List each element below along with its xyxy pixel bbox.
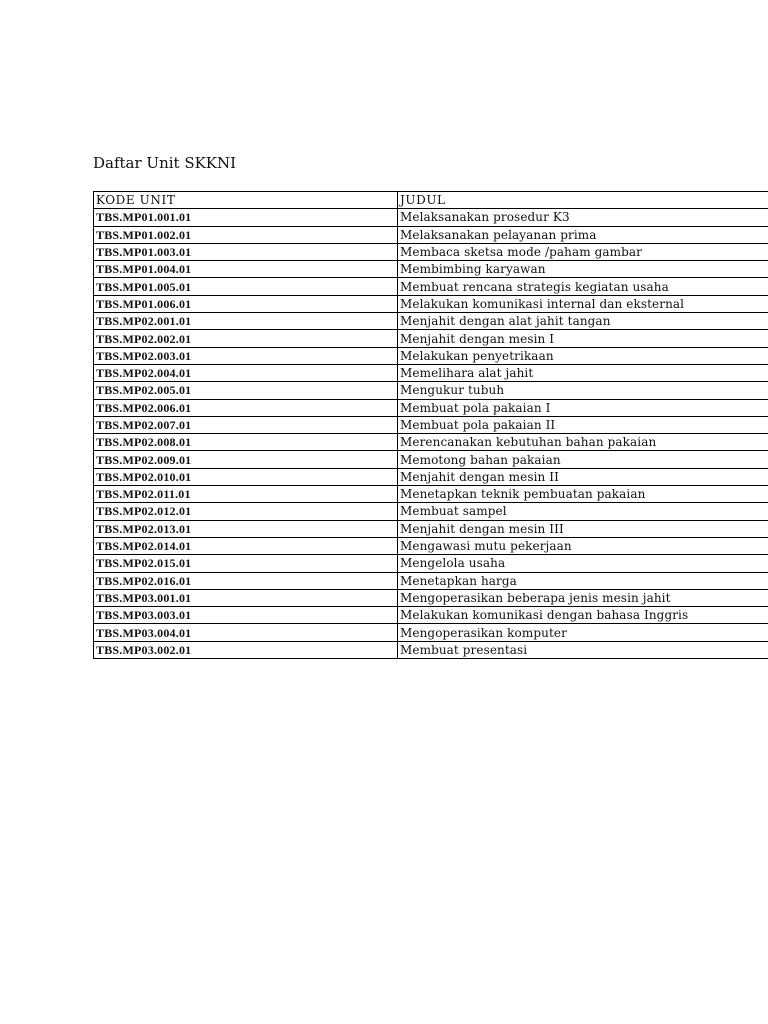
kode-unit-cell: TBS.MP02.012.01	[94, 503, 398, 520]
kode-unit-cell: TBS.MP02.013.01	[94, 520, 398, 537]
kode-unit-cell: TBS.MP02.006.01	[94, 399, 398, 416]
table-row	[94, 434, 768, 451]
table-row	[94, 330, 768, 347]
kode-unit-cell: TBS.MP01.003.01	[94, 243, 398, 260]
judul-cell: Mengoperasikan komputer	[398, 624, 768, 641]
unit-table	[93, 191, 768, 659]
table-row	[94, 641, 768, 658]
kode-unit-cell: TBS.MP02.009.01	[94, 451, 398, 468]
judul-cell: Membaca sketsa mode /paham gambar	[398, 243, 768, 260]
table-row	[94, 226, 768, 243]
kode-unit-cell: TBS.MP02.016.01	[94, 572, 398, 589]
judul-cell: Membuat pola pakaian II	[398, 416, 768, 433]
kode-unit-cell: TBS.MP01.005.01	[94, 278, 398, 295]
kode-unit-cell: TBS.MP01.001.01	[94, 209, 398, 226]
table-row	[94, 416, 768, 433]
judul-cell: Membuat presentasi	[398, 641, 768, 658]
kode-unit-cell: TBS.MP02.003.01	[94, 347, 398, 364]
kode-unit-cell: TBS.MP02.011.01	[94, 486, 398, 503]
kode-unit-cell: TBS.MP01.004.01	[94, 261, 398, 278]
judul-cell: Melakukan komunikasi dengan bahasa Inggris	[398, 607, 768, 624]
kode-unit-cell: TBS.MP03.002.01	[94, 641, 398, 658]
table-row	[94, 520, 768, 537]
table-row	[94, 209, 768, 226]
judul-cell: Menjahit dengan alat jahit tangan	[398, 313, 768, 330]
table-row	[94, 382, 768, 399]
kode-unit-cell: TBS.MP03.004.01	[94, 624, 398, 641]
table-row	[94, 537, 768, 554]
header-judul: JUDUL	[398, 192, 768, 209]
judul-cell: Membuat rencana strategis kegiatan usaha	[398, 278, 768, 295]
table-row	[94, 468, 768, 485]
judul-cell: Merencanakan kebutuhan bahan pakaian	[398, 434, 768, 451]
table-row	[94, 399, 768, 416]
table-row	[94, 261, 768, 278]
table-row	[94, 451, 768, 468]
judul-cell: Membuat sampel	[398, 503, 768, 520]
table-row	[94, 624, 768, 641]
judul-cell: Memelihara alat jahit	[398, 364, 768, 381]
kode-unit-cell: TBS.MP02.010.01	[94, 468, 398, 485]
kode-unit-cell: TBS.MP02.005.01	[94, 382, 398, 399]
table-row	[94, 503, 768, 520]
judul-cell: Melakukan penyetrikaan	[398, 347, 768, 364]
judul-cell: Menjahit dengan mesin III	[398, 520, 768, 537]
kode-unit-cell: TBS.MP02.007.01	[94, 416, 398, 433]
kode-unit-cell: TBS.MP03.001.01	[94, 589, 398, 606]
kode-unit-cell: TBS.MP02.008.01	[94, 434, 398, 451]
table-row	[94, 555, 768, 572]
kode-unit-cell: TBS.MP02.002.01	[94, 330, 398, 347]
judul-cell: Mengawasi mutu pekerjaan	[398, 537, 768, 554]
table-row	[94, 364, 768, 381]
document-title: Daftar Unit SKKNI	[93, 154, 237, 172]
judul-cell: Memotong bahan pakaian	[398, 451, 768, 468]
judul-cell: Menetapkan harga	[398, 572, 768, 589]
table-row	[94, 347, 768, 364]
judul-cell: Melakukan komunikasi internal dan eksternal	[398, 295, 768, 312]
header-kode-unit: KODE UNIT	[94, 192, 398, 209]
judul-cell: Mengukur tubuh	[398, 382, 768, 399]
judul-cell: Mengelola usaha	[398, 555, 768, 572]
judul-cell: Membuat pola pakaian I	[398, 399, 768, 416]
kode-unit-cell: TBS.MP01.006.01	[94, 295, 398, 312]
judul-cell: Melaksanakan prosedur K3	[398, 209, 768, 226]
table-header-row	[94, 192, 768, 209]
table-row	[94, 278, 768, 295]
kode-unit-cell: TBS.MP02.001.01	[94, 313, 398, 330]
kode-unit-cell: TBS.MP02.015.01	[94, 555, 398, 572]
kode-unit-cell: TBS.MP02.004.01	[94, 364, 398, 381]
table-row	[94, 295, 768, 312]
kode-unit-cell: TBS.MP03.003.01	[94, 607, 398, 624]
kode-unit-cell: TBS.MP01.002.01	[94, 226, 398, 243]
judul-cell: Menetapkan teknik pembuatan pakaian	[398, 486, 768, 503]
table-row	[94, 607, 768, 624]
judul-cell: Menjahit dengan mesin I	[398, 330, 768, 347]
judul-cell: Membimbing karyawan	[398, 261, 768, 278]
table-row	[94, 572, 768, 589]
judul-cell: Mengoperasikan beberapa jenis mesin jahit	[398, 589, 768, 606]
judul-cell: Menjahit dengan mesin II	[398, 468, 768, 485]
table-row	[94, 486, 768, 503]
kode-unit-cell: TBS.MP02.014.01	[94, 537, 398, 554]
table-row	[94, 589, 768, 606]
judul-cell: Melaksanakan pelayanan prima	[398, 226, 768, 243]
table-row	[94, 243, 768, 260]
unit-table-body	[94, 192, 768, 659]
table-row	[94, 313, 768, 330]
